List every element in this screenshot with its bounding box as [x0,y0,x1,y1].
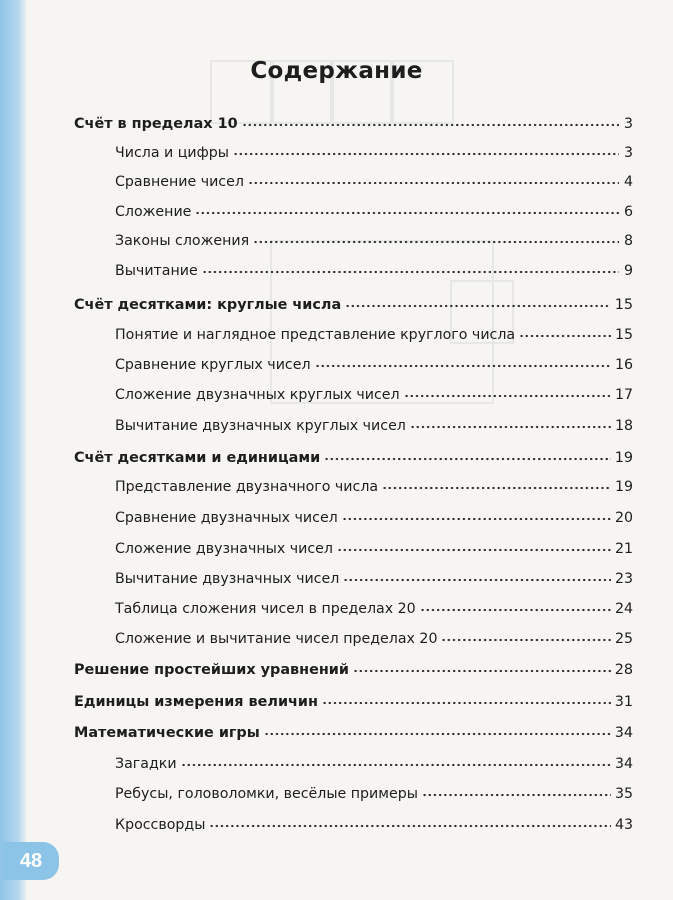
toc-entry-label: Представление двузначного числа [115,479,379,495]
toc-entry-page: 3 [623,116,633,132]
dot-leader [382,486,611,490]
toc-entry-page: 24 [614,601,633,617]
toc-entry-label: Вычитание двузначных круглых чисел [115,418,406,434]
dot-leader [209,824,611,828]
toc-entry[interactable] [115,597,633,621]
page-number: 48 [19,849,43,872]
dot-leader [315,364,611,368]
toc-entry-label: Законы сложения [115,233,250,249]
toc-entry-label: Сравнение чисел [115,174,244,190]
toc-section-entry[interactable] [74,112,633,136]
toc-entry-label: Вычитание [115,263,198,279]
toc-entry[interactable] [115,259,633,283]
dot-leader [343,578,611,582]
toc-entry-page: 28 [614,662,633,678]
page-edge-stripe [0,0,26,900]
dot-leader [441,638,610,642]
dot-leader [410,425,611,429]
toc-entry-page: 19 [614,450,633,466]
toc-entry-page: 34 [614,725,633,741]
toc-entry-page: 17 [614,387,633,403]
dot-leader [420,608,611,612]
dot-leader [195,211,619,215]
toc-entry-page: 18 [614,418,633,434]
toc-section-entry[interactable] [74,690,633,714]
toc-entry[interactable] [115,141,633,165]
dot-leader [353,669,611,673]
dot-leader [253,240,619,244]
toc-section-entry[interactable] [74,446,633,470]
dot-leader [345,304,611,308]
toc-entry-page: 8 [623,233,633,249]
toc-entry-page: 34 [614,756,633,772]
toc-entry-page: 3 [623,145,633,161]
toc-entry-page: 15 [614,297,633,313]
toc-entry-page: 25 [614,631,633,647]
toc-entry-page: 43 [614,817,633,833]
dot-leader [264,732,611,736]
toc-entry-label: Таблица сложения чисел в пределах 20 [115,601,416,617]
dot-leader [242,123,619,127]
toc-entry-label: Кроссворды [115,817,206,833]
toc-entry-label: Счёт десятками: круглые числа [74,297,342,313]
toc-entry[interactable] [115,752,633,776]
dot-leader [324,457,611,461]
toc-entry-label: Счёт десятками и единицами [74,450,321,466]
toc-entry-page: 6 [623,204,633,220]
toc-entry-page: 20 [614,510,633,526]
toc-entry-label: Сложение и вычитание чисел пределах 20 [115,631,438,647]
toc-section-entry[interactable] [74,721,633,745]
toc-entry-label: Сложение двузначных чисел [115,541,333,557]
dot-leader [404,394,611,398]
dot-leader [519,334,611,338]
toc-entry-label: Сложение двузначных круглых чисел [115,387,400,403]
toc-entry-page: 16 [614,357,633,373]
toc-entry[interactable] [115,537,633,561]
toc-entry[interactable] [115,229,633,253]
page-number-tab [3,842,59,880]
toc-entry-label: Сравнение двузначных чисел [115,510,338,526]
toc-entry-label: Понятие и наглядное представление круглого числа [115,327,516,343]
toc-entry-label: Загадки [115,756,177,772]
dot-leader [202,270,619,274]
toc-entry-label: Вычитание двузначных чисел [115,571,340,587]
toc-section-entry[interactable] [74,293,633,317]
dot-leader [181,763,611,767]
toc-entry[interactable] [115,353,633,377]
toc-entry-page: 35 [614,786,633,802]
toc-entry[interactable] [115,170,633,194]
toc-entry[interactable] [115,627,633,651]
dot-leader [248,181,619,185]
page-title: Содержание [250,58,423,84]
toc-entry-page: 21 [614,541,633,557]
toc-entry-label: Сравнение круглых чисел [115,357,311,373]
toc-entry-label: Ребусы, головоломки, весёлые примеры [115,786,418,802]
toc-section-entry[interactable] [74,658,633,682]
toc-entry[interactable] [115,383,633,407]
toc-entry-page: 15 [614,327,633,343]
dot-leader [422,793,611,797]
toc-entry-page: 31 [614,694,633,710]
toc-entry[interactable] [115,813,633,837]
toc-entry[interactable] [115,200,633,224]
toc-entry[interactable] [115,567,633,591]
toc-entry[interactable] [115,475,633,499]
toc-entry-page: 23 [614,571,633,587]
dot-leader [233,152,619,156]
dot-leader [322,701,611,705]
toc-entry-label: Решение простейших уравнений [74,662,349,678]
dot-leader [342,517,611,521]
toc-entry[interactable] [115,506,633,530]
toc-entry-page: 9 [623,263,633,279]
toc-entry[interactable] [115,414,633,438]
toc-entry-page: 19 [614,479,633,495]
toc-entry[interactable] [115,323,633,347]
toc-entry[interactable] [115,782,633,806]
toc-entry-label: Единицы измерения величин [74,694,318,710]
dot-leader [337,548,611,552]
toc-entry-label: Числа и цифры [115,145,229,161]
toc-entry-label: Сложение [115,204,192,220]
toc-entry-label: Счёт в пределах 10 [74,116,238,132]
toc-entry-page: 4 [623,174,633,190]
toc-entry-label: Математические игры [74,725,260,741]
